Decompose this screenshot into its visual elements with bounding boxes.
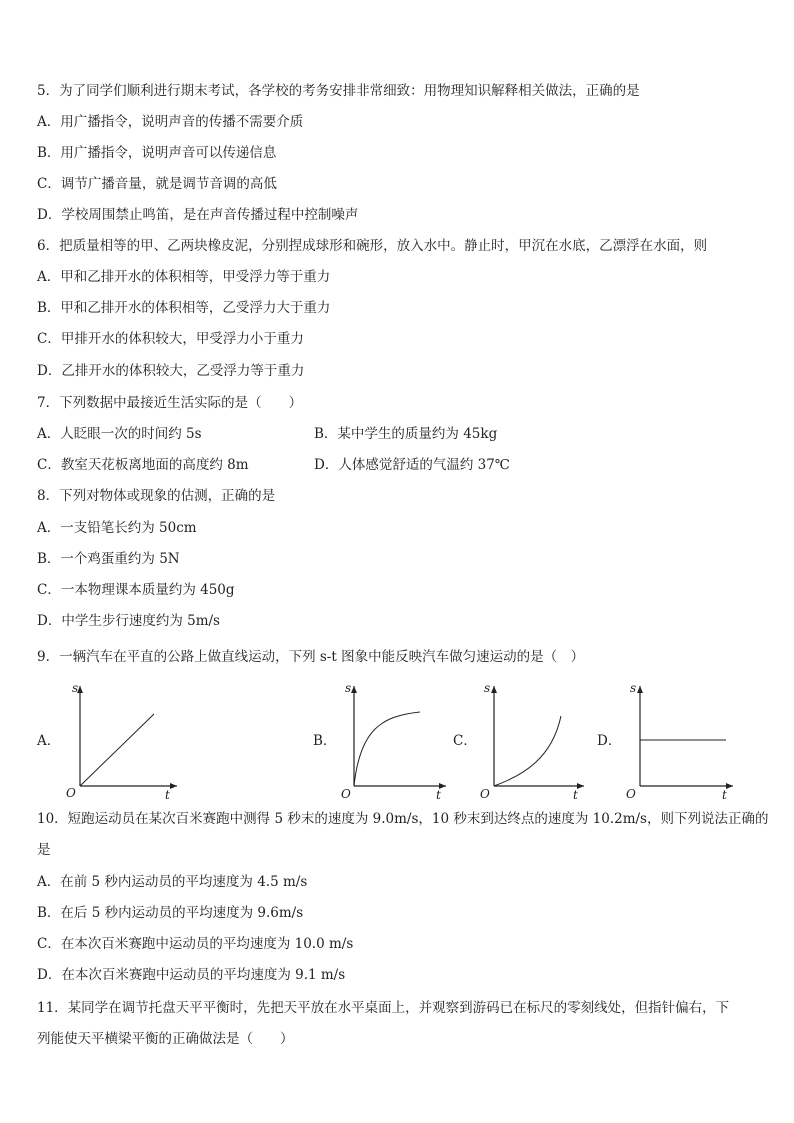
q9-graph-d [620, 680, 740, 805]
q10-option-a: A．在前 5 秒内运动员的平均速度为 4.5 m/s [37, 874, 308, 890]
q8-option-b: B．一个鸡蛋重约为 5N [37, 551, 180, 567]
q9-graph-b-axis-t: t [436, 788, 441, 802]
q9-option-b-label: B． [313, 733, 337, 749]
q7-option-d: D．人体感觉舒适的气温约 37℃ [314, 457, 510, 473]
q9-graph-b-axis-s: s [345, 681, 352, 695]
q8-option-a: A．一支铅笔长约为 50cm [37, 520, 197, 536]
q9-graph-d-axis-s: s [630, 681, 637, 695]
q11-stem-line1: 11．某同学在调节托盘天平平衡时，先把天平放在水平桌面上，并观察到游码已在标尺的零刻线处，但指针偏右，下 [37, 1000, 730, 1016]
q9-stem: 9．一辆汽车在平直的公路上做直线运动，下列 s-t 图象中能反映汽车做匀速运动的是（ ） [37, 649, 585, 665]
q10-option-d: D．在本次百米赛跑中运动员的平均速度为 9.1 m/s [37, 967, 346, 983]
q8-option-d: D．中学生步行速度约为 5m/s [37, 613, 220, 629]
q8-stem: 8．下列对物体或现象的估测，正确的是 [37, 488, 276, 504]
q9-graph-a-axis-s: s [72, 681, 79, 695]
q7-stem: 7．下列数据中最接近生活实际的是（ ） [37, 395, 303, 411]
q5-option-c: C．调节广播音量，就是调节音调的高低 [37, 176, 277, 192]
q9-option-c-label: C． [453, 733, 477, 749]
q10-option-c: C．在本次百米赛跑中运动员的平均速度为 10.0 m/s [37, 936, 354, 952]
q5-option-d: D．学校周围禁止鸣笛，是在声音传播过程中控制噪声 [37, 207, 359, 223]
q6-stem: 6．把质量相等的甲、乙两块橡皮泥，分别捏成球形和碗形，放入水中。静止时，甲沉在水底，乙漂浮在水面，则 [37, 238, 708, 254]
q8-option-c: C．一本物理课本质量约为 450g [37, 582, 235, 598]
q9-graph-c-axis-t: t [573, 788, 578, 802]
q10-stem-line2: 是 [37, 842, 51, 858]
q9-option-a-label: A． [37, 733, 61, 749]
q9-graph-a-origin: O [66, 786, 76, 800]
q11-stem-line2: 列能使天平横梁平衡的正确做法是（ ） [37, 1031, 294, 1047]
q9-graph-a [62, 680, 182, 805]
q9-graph-d-origin: O [626, 787, 636, 801]
q9-option-d-label: D． [597, 733, 622, 749]
q6-option-b: B．甲和乙排开水的体积相等，乙受浮力大于重力 [37, 300, 331, 316]
q7-option-a: A．人眨眼一次的时间约 5s [37, 426, 202, 442]
q6-option-d: D．乙排开水的体积较大，乙受浮力等于重力 [37, 363, 305, 379]
q10-stem-line1: 10．短跑运动员在某次百米赛跑中测得 5 秒末的速度为 9.0m/s，10 秒末到达终点的速度为 10.2m/s，则下列说法正确的 [37, 811, 769, 827]
q7-option-b: B．某中学生的质量约为 45kg [314, 426, 498, 442]
q9-graph-c-axis-s: s [484, 681, 491, 695]
q9-graph-a-axis-t: t [165, 788, 170, 802]
q9-graph-c-origin: O [480, 787, 490, 801]
q6-option-a: A．甲和乙排开水的体积相等，甲受浮力等于重力 [37, 269, 331, 285]
q6-option-c: C．甲排开水的体积较大，甲受浮力小于重力 [37, 331, 304, 347]
q9-graph-b-origin: O [341, 787, 351, 801]
q9-graph-c [474, 680, 589, 805]
q7-option-c: C．教室天花板离地面的高度约 8m [37, 457, 249, 473]
q9-graph-b [336, 680, 451, 805]
q9-graph-d-axis-t: t [722, 788, 727, 802]
q10-option-b: B．在后 5 秒内运动员的平均速度为 9.6m/s [37, 905, 304, 921]
q5-option-a: A．用广播指令，说明声音的传播不需要介质 [37, 114, 304, 130]
q5-stem: 5．为了同学们顺利进行期末考试，各学校的考务安排非常细致：用物理知识解释相关做法，正确的是 [37, 83, 640, 99]
q5-option-b: B．用广播指令，说明声音可以传递信息 [37, 145, 277, 161]
